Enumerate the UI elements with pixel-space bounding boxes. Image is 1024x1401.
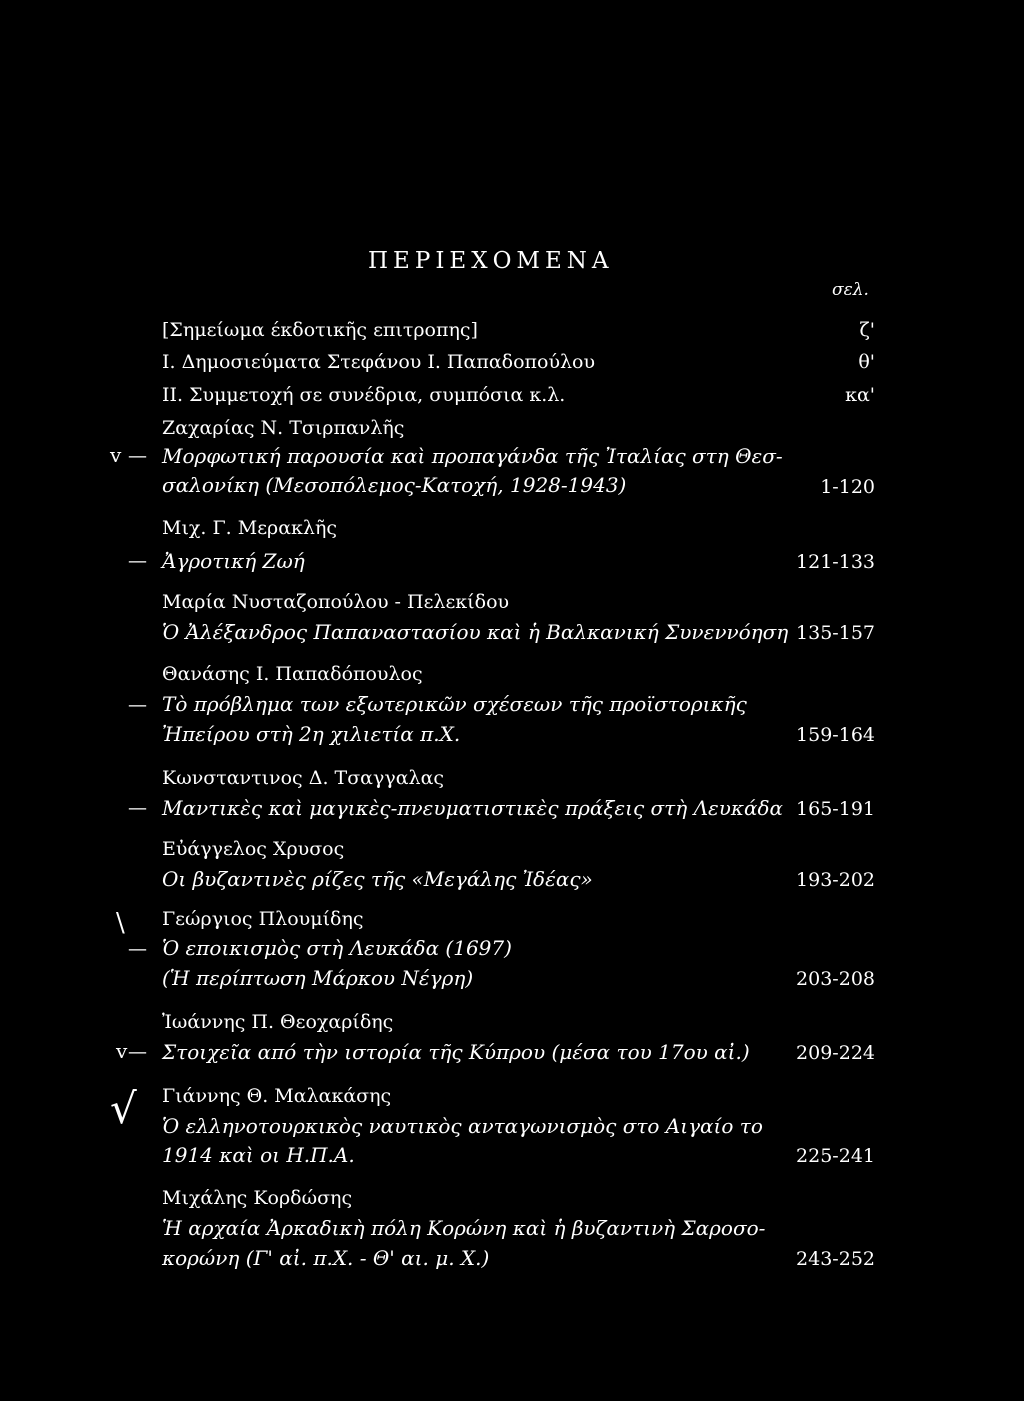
entry-title-line: Στοιχεῖα από τὴν ιστορία τῆς Κύπρου (μέσα του 17ου αἰ.) xyxy=(162,1040,750,1064)
front-item-text: II. Συμμετοχή σε συνέδρια, συμπόσια κ.λ. xyxy=(162,384,566,406)
entry-dash: — xyxy=(128,1041,147,1063)
entry-title-line: Ἡ αρχαία Ἀρκαδικὴ πόλη Κορώνη καὶ ἡ βυζαντινὴ Σαροσο- xyxy=(162,1216,766,1240)
entry-author: Θανάσης Ι. Παπαδόπουλος xyxy=(162,663,423,685)
entry-title-line: Ὁ Ἀλέξανδρος Παπαναστασίου καὶ ἡ Βαλκανική Συνεννόηση xyxy=(162,620,789,644)
entry-pages: 225-241 xyxy=(796,1145,875,1167)
check-mark-icon: √ xyxy=(110,1084,137,1133)
entry-pages: 243-252 xyxy=(796,1248,875,1270)
entry-author: Κωνσταντινος Δ. Τσαγγαλας xyxy=(162,767,445,789)
entry-author: Ζαχαρίας Ν. Τσιρπανλῆς xyxy=(162,417,405,439)
entry-dash: — xyxy=(128,694,147,716)
entry-title-line: κορώνη (Γ' αἰ. π.Χ. - Θ' αι. μ. Χ.) xyxy=(162,1246,490,1270)
entry-title-line: σαλονίκη (Μεσοπόλεμος-Κατοχή, 1928-1943) xyxy=(162,473,627,497)
entry-title-line: Ἠπείρου στὴ 2η χιλιετία π.Χ. xyxy=(162,722,461,746)
entry-author: Ἰωάννης Π. Θεοχαρίδης xyxy=(162,1011,394,1033)
entry-pages: 159-164 xyxy=(796,724,875,746)
entry-pages: 165-191 xyxy=(796,798,875,820)
entry-author: Μιχ. Γ. Μερακλῆς xyxy=(162,517,337,539)
entry-pages: 209-224 xyxy=(796,1042,875,1064)
front-item-text: I. Δημοσιεύματα Στεφάνου I. Παπαδοπούλου xyxy=(162,351,596,373)
entry-dash: — xyxy=(128,550,147,572)
entry-title-line: Τὸ πρόβλημα των εξωτερικῶν σχέσεων τῆς προϊστορικῆς xyxy=(162,692,747,716)
handwritten-mark: \ xyxy=(116,908,125,938)
entry-title-line: 1914 καὶ οι Η.Π.Α. xyxy=(162,1143,355,1167)
entry-author: Μιχάλης Κορδώσης xyxy=(162,1187,353,1209)
entry-title-line: (Ἡ περίπτωση Μάρκου Νέγρη) xyxy=(162,966,474,990)
page-title: ΠΕΡΙΕΧΟΜΕΝΑ xyxy=(368,248,614,274)
entry-dash: — xyxy=(128,938,147,960)
entry-pages: 203-208 xyxy=(796,968,875,990)
entry-author: Γιάννης Θ. Μαλακάσης xyxy=(162,1085,392,1107)
entry-title-line: Μορφωτική παρουσία καὶ προπαγάνδα τῆς Ἰταλίας στη Θεσ- xyxy=(162,444,783,468)
entry-pages: 193-202 xyxy=(796,869,875,891)
front-item-page: κα' xyxy=(845,384,875,406)
entry-title-line: Οι βυζαντινὲς ρίζες τῆς «Μεγάλης Ἰδέας» xyxy=(162,867,593,891)
entry-pages: 135-157 xyxy=(796,622,875,644)
entry-dash: — xyxy=(128,445,147,467)
front-item-page: ζ' xyxy=(859,319,875,341)
entry-title-line: Ἀγροτική Ζωή xyxy=(162,549,305,573)
entry-title-line: Ὁ εποικισμὸς στὴ Λευκάδα (1697) xyxy=(162,936,512,960)
entry-author: Γεώργιος Πλουμίδης xyxy=(162,908,364,930)
entry-pages: 121-133 xyxy=(796,551,875,573)
entry-author: Μαρία Νυσταζοπούλου - Πελεκίδου xyxy=(162,591,510,613)
entry-pages: 1-120 xyxy=(820,476,875,498)
page-column-label: σελ. xyxy=(832,280,869,300)
entry-dash: — xyxy=(128,797,147,819)
handwritten-mark: v xyxy=(116,1039,128,1063)
handwritten-mark: v xyxy=(110,443,122,467)
front-item-page: θ' xyxy=(858,351,875,373)
entry-title-line: Μαντικὲς καὶ μαγικὲς-πνευματιστικὲς πράξεις στὴ Λευκάδα xyxy=(162,796,784,820)
entry-author: Εὐάγγελος Χρυσος xyxy=(162,838,345,860)
entry-title-line: Ὁ ελληνοτουρκικὸς ναυτικὸς ανταγωνισμὸς στο Αιγαίο το xyxy=(162,1114,763,1138)
front-item-text: [Σημείωμα έκδοτικῆς επιτροπης] xyxy=(162,319,478,341)
